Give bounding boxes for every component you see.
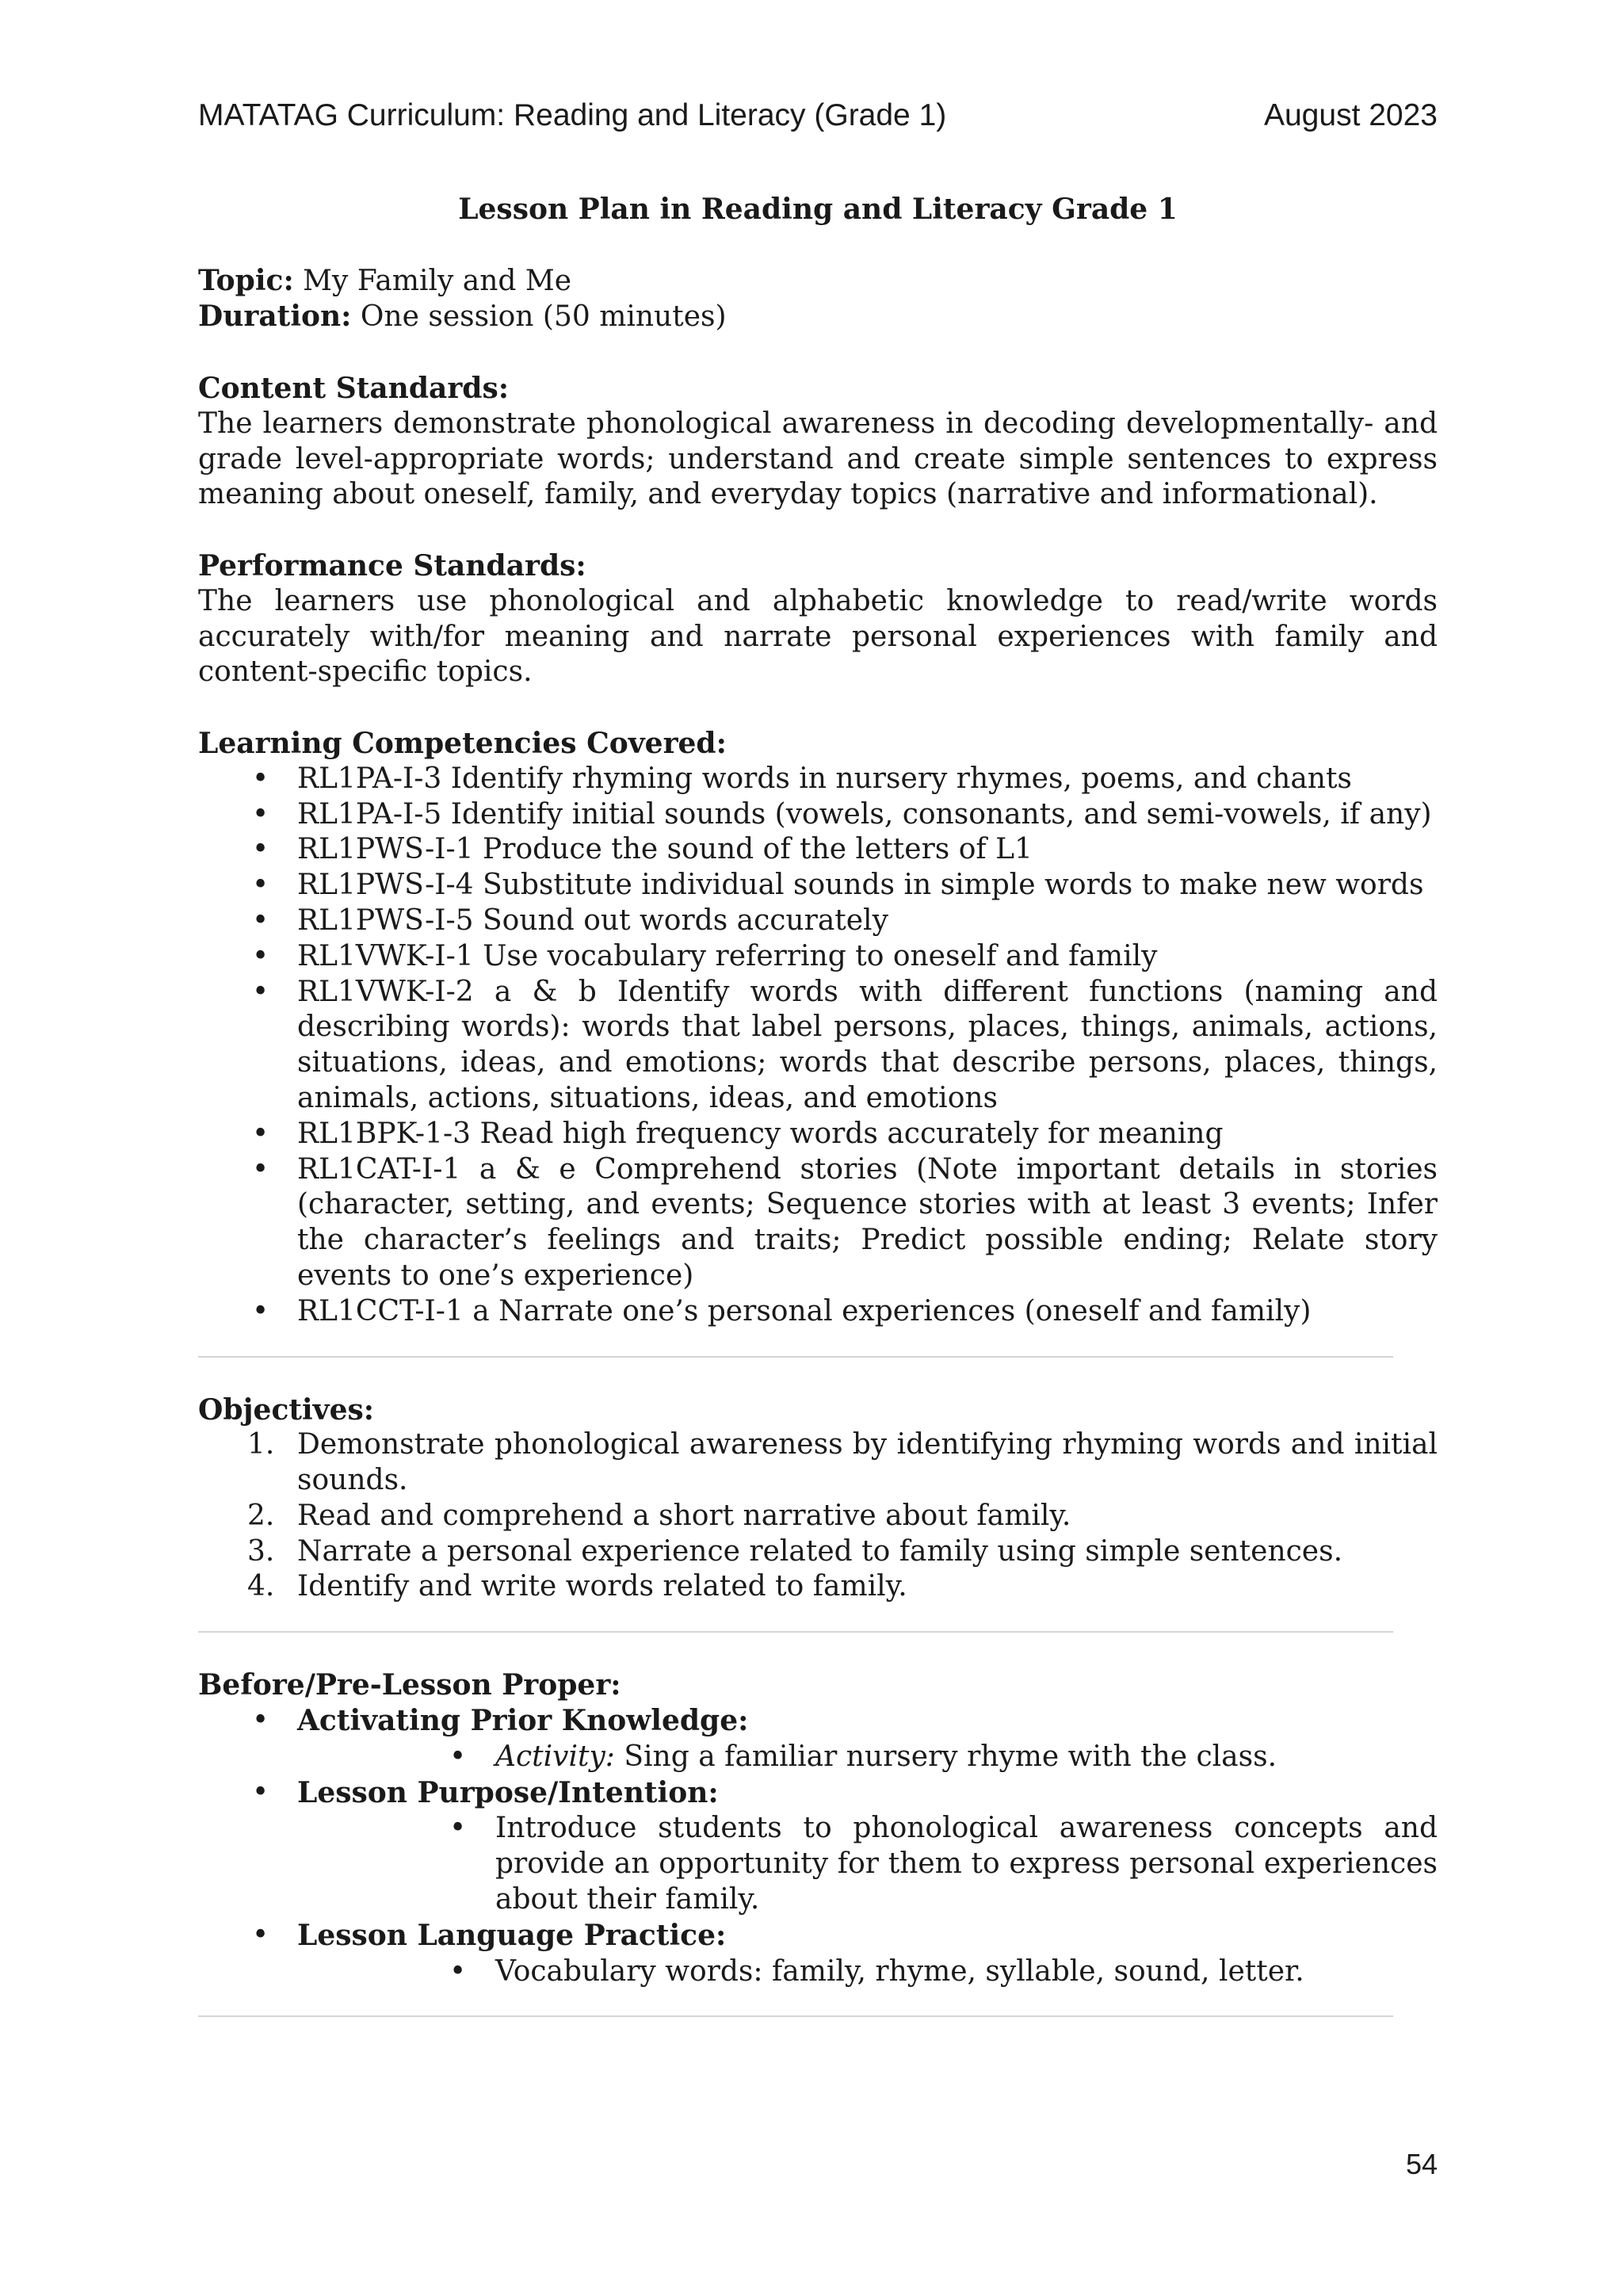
section-divider xyxy=(198,1356,1393,1358)
competencies-list xyxy=(198,762,1438,1330)
topic-line xyxy=(198,263,1438,300)
header-curriculum-title: MATATAG Curriculum: Reading and Literacy (Grade 1) xyxy=(198,98,947,132)
competency-item: • RL1VWK-I-2 a & b Identify words with different functions (naming and describing words): words that label persons, places, things, animals, actions, situations, ideas, and emotions; words that describe persons, places, things, animals, actions, situations, ideas, and emotions xyxy=(198,975,1438,1117)
activity-text: Sing a familiar nursery rhyme with the class. xyxy=(614,1740,1277,1773)
objective-item xyxy=(198,1534,1438,1570)
section-divider xyxy=(198,2015,1393,2017)
language-practice-item: • Vocabulary words: family, rhyme, syllable, sound, letter. xyxy=(297,1954,1438,1990)
pre-lesson-section xyxy=(198,1918,1438,1990)
objective-item xyxy=(198,1569,1438,1605)
topic-label: Topic: xyxy=(198,263,294,297)
document-page xyxy=(198,0,1438,2296)
objective-text: Identify and write words related to family. xyxy=(297,1570,907,1603)
duration-value: One session (50 minutes) xyxy=(351,300,727,334)
competency-item: • RL1BPK-1-3 Read high frequency words accurately for meaning xyxy=(198,1117,1438,1152)
page-number: 54 xyxy=(1405,2148,1438,2180)
competency-item: • RL1PWS-I-5 Sound out words accurately xyxy=(198,904,1438,939)
duration-label: Duration: xyxy=(198,300,352,334)
prior-knowledge-sublist xyxy=(297,1740,1438,1775)
pre-lesson-heading: Before/Pre-Lesson Proper: xyxy=(198,1668,621,1702)
lesson-plan-content xyxy=(198,192,1438,2017)
lesson-purpose-sublist xyxy=(297,1811,1438,1917)
competencies-heading: Learning Competencies Covered: xyxy=(198,726,727,760)
competency-item: • RL1PA-I-3 Identify rhyming words in nursery rhymes, poems, and chants xyxy=(198,762,1438,797)
performance-standards-heading: Performance Standards: xyxy=(198,548,586,583)
lesson-purpose-title: Lesson Purpose/Intention: xyxy=(297,1775,719,1809)
objective-number: 3. xyxy=(247,1534,275,1568)
lesson-purpose-item: • Introduce students to phonological awareness concepts and provide an opportunity for them to express personal experiences about their family. xyxy=(297,1811,1438,1917)
competency-item: • RL1CCT-I-1 a Narrate one’s personal experiences (oneself and family) xyxy=(198,1294,1438,1330)
objective-number: 1. xyxy=(247,1428,275,1461)
competency-item: • RL1CAT-I-1 a & e Comprehend stories (Note important details in stories (character, setting, and events; Sequence stories with at least 3 events; Infer the character’s feelings and traits; Predict possible ending; Relate story events to one’s experience) xyxy=(198,1152,1438,1294)
content-standards-text: The learners demonstrate phonological awareness in decoding developmentally- and grade level-appropriate words; understand and create simple sentences to express meaning about oneself, family, and everyday topics (narrative and informational). xyxy=(198,407,1438,511)
prior-knowledge-item xyxy=(297,1740,1438,1775)
objective-number: 2. xyxy=(247,1499,275,1532)
objective-text: Read and comprehend a short narrative about family. xyxy=(297,1499,1071,1532)
competency-item: • RL1PA-I-5 Identify initial sounds (vowels, consonants, and semi-vowels, if any) xyxy=(198,797,1438,833)
performance-standards-text: The learners use phonological and alphabetic knowledge to read/write words accurately with/for meaning and narrate personal experiences with family and content-specific topics. xyxy=(198,584,1438,689)
objective-text: Narrate a personal experience related to family using simple sentences. xyxy=(297,1534,1343,1568)
objective-number: 4. xyxy=(247,1570,275,1603)
objective-item xyxy=(198,1427,1438,1499)
objectives-heading: Objectives: xyxy=(198,1392,375,1427)
pre-lesson-section xyxy=(198,1703,1438,1775)
prior-knowledge-title: Activating Prior Knowledge: xyxy=(297,1704,749,1738)
objectives-list xyxy=(198,1427,1438,1605)
pre-lesson-section xyxy=(198,1775,1438,1918)
page-header xyxy=(198,94,1438,138)
content-standards-heading: Content Standards: xyxy=(198,371,510,405)
topic-value: My Family and Me xyxy=(293,264,572,297)
pre-lesson-list xyxy=(198,1703,1438,1989)
objective-text: Demonstrate phonological awareness by identifying rhyming words and initial sounds. xyxy=(297,1428,1438,1497)
competency-item: • RL1VWK-I-1 Use vocabulary referring to oneself and family xyxy=(198,939,1438,975)
section-divider xyxy=(198,1631,1393,1633)
competency-item: • RL1PWS-I-1 Produce the sound of the letters of L1 xyxy=(198,832,1438,868)
activity-label: Activity: xyxy=(495,1740,615,1773)
duration-line xyxy=(198,299,1438,335)
competency-item: • RL1PWS-I-4 Substitute individual sounds in simple words to make new words xyxy=(198,868,1438,904)
objective-item xyxy=(198,1499,1438,1534)
language-practice-title: Lesson Language Practice: xyxy=(297,1918,727,1952)
language-practice-sublist xyxy=(297,1954,1438,1990)
document-title: Lesson Plan in Reading and Literacy Grade 1 xyxy=(458,193,1178,226)
header-date: August 2023 xyxy=(1263,98,1438,132)
